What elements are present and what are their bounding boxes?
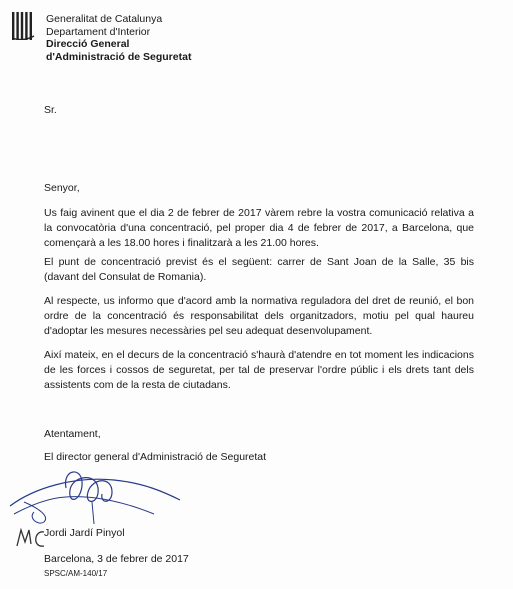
recipient-salutation: Sr. — [44, 104, 57, 116]
greeting: Senyor, — [44, 182, 80, 194]
paragraph-responsibility: Al respecte, us informo que d'acord amb la normativa reguladora del dret de reunió, el bon ordre de la concentració és responsabilitat dels organitzadors, motiu pel qual haureu d'adoptar les mesures necessàries pel seu adequat desenvolupament. — [44, 295, 474, 337]
paragraph-security-forces: Així mateix, en el decurs de la concentració s'haurà d'atendre en tot moment les indicacions de les forces i cossos de seguretat, per tal de preservar l'ordre públic i els drets tant dels assistents com de la resta de ciutadans. — [44, 349, 474, 391]
place-and-date: Barcelona, 3 de febrer de 2017 — [44, 553, 189, 565]
letterhead-directorate-name: d'Administració de Seguretat — [46, 50, 192, 63]
letterhead-department: Departament d'Interior — [46, 25, 151, 38]
signer-title: El director general d'Administració de Seguretat — [44, 451, 267, 463]
document-reference: SPSC/AM-140/17 — [44, 569, 108, 578]
signer-name: Jordi Jardí Pinyol — [44, 527, 125, 539]
paragraph-location: El punt de concentració previst és el següent: carrer de Sant Joan de la Salle, 35 bis (davant del Consulat de Romania). — [44, 256, 474, 283]
letterhead — [46, 13, 191, 63]
paragraph-communication-received: Us faig avinent que el dia 2 de febrer de 2017 vàrem rebre la vostra comunicació relativa a la convocatòria d'una concentració, pel proper dia 4 de febrer de 2017, a Barcelona, que començarà a les 18.00 hores i finalitzarà a les 21.00 hores. — [44, 207, 474, 249]
closing: Atentament, — [44, 428, 101, 440]
generalitat-logo-icon — [12, 12, 36, 40]
letterhead-directorate: Direcció General — [46, 38, 130, 50]
handwritten-signature — [4, 458, 184, 528]
letterhead-government: Generalitat de Catalunya — [46, 13, 163, 25]
